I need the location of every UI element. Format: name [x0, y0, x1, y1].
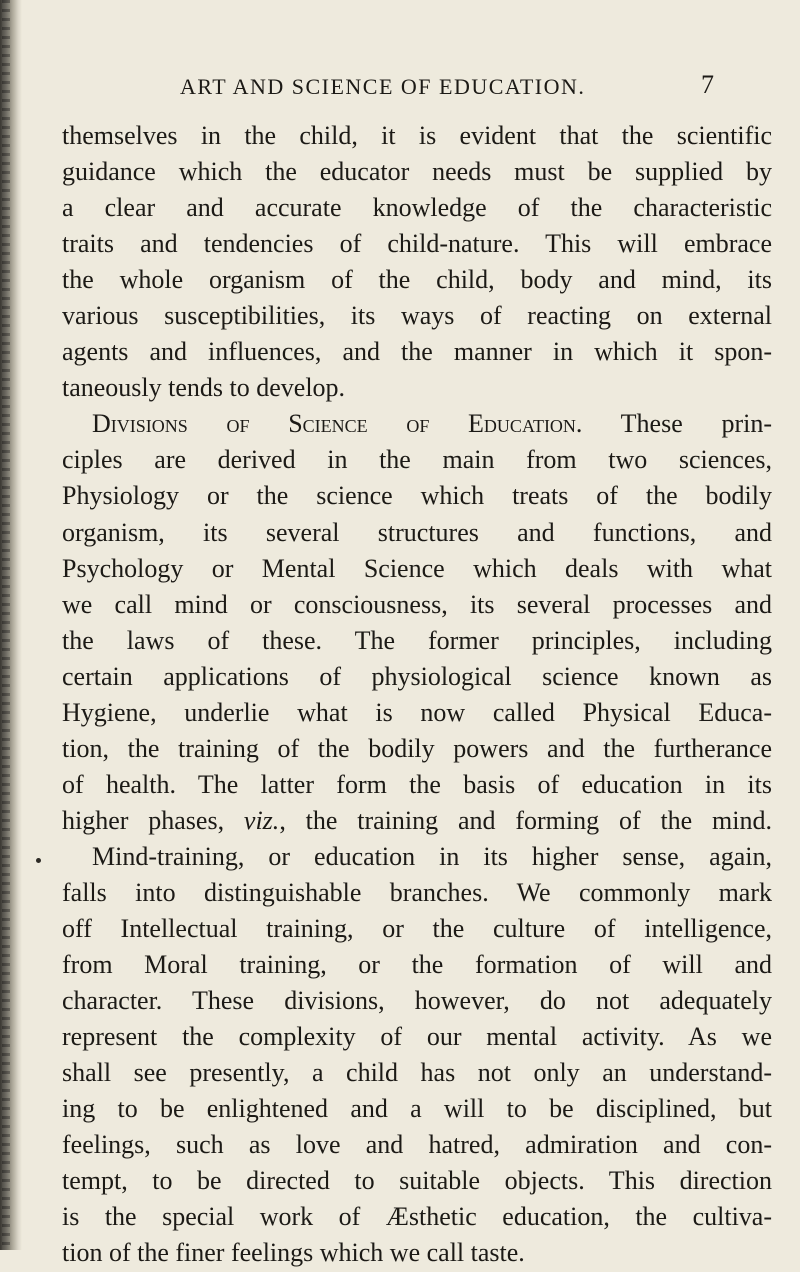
text-line: falls into distinguishable branches. We commonly mark: [62, 877, 772, 907]
section-heading: Divisions of Science of Education.: [92, 409, 583, 439]
text-line: represent the complexity of our mental activity. As we: [62, 1022, 772, 1052]
text-line: we call mind or consciousness, its several processes and: [62, 589, 772, 619]
section-heading-line: [62, 406, 772, 442]
text-line: feelings, such as love and hatred, admiration and con-: [62, 1130, 772, 1160]
text-line: Physiology or the science which treats of the bodily: [62, 481, 772, 511]
body-text: [62, 118, 772, 1272]
text-span: These prin-: [582, 409, 772, 439]
text-line: a clear and accurate knowledge of the characteristic: [62, 193, 772, 223]
text-line: certain applications of physiological science known as: [62, 661, 772, 691]
text-line: guidance which the educator needs must be supplied by: [62, 157, 772, 187]
text-line: themselves in the child, it is evident that the scientific: [62, 121, 772, 150]
text-line: the whole organism of the child, body and mind, its: [62, 265, 772, 295]
text-line: ing to be enlightened and a will to be disciplined, but: [62, 1094, 772, 1124]
text-line: [62, 803, 772, 839]
text-line: ciples are derived in the main from two sciences,: [62, 445, 772, 475]
text-line: various susceptibilities, its ways of reacting on external: [62, 301, 772, 331]
text-line: is the special work of Æsthetic education, the cultiva-: [62, 1202, 772, 1232]
text-span: , the training and forming of the mind.: [279, 805, 772, 835]
page-number: 7: [701, 70, 714, 99]
text-line: of health. The latter form the basis of education in its: [62, 769, 772, 799]
text-line: Mind-training, or education in its higher sense, again,: [92, 841, 772, 871]
text-line: Hygiene, underlie what is now called Physical Educa-: [62, 697, 772, 727]
text-line: agents and influences, and the manner in which it spon-: [62, 337, 772, 367]
text-span: higher phases,: [62, 805, 244, 835]
text-line: tion of the finer feelings which we call taste.: [62, 1238, 525, 1268]
text-line: traits and tendencies of child-nature. This will embrace: [62, 229, 772, 259]
text-line: Psychology or Mental Science which deals with what: [62, 553, 772, 583]
running-header: ART AND SCIENCE OF EDUCATION.: [180, 74, 586, 99]
text-line: organism, its several structures and functions, and: [62, 517, 772, 547]
italic-abbreviation: viz.: [243, 805, 280, 835]
text-line: the laws of these. The former principles, including: [62, 625, 772, 655]
text-line: shall see presently, a child has not only an understand-: [62, 1058, 772, 1088]
text-line: from Moral training, or the formation of will and: [62, 950, 772, 980]
text-line: taneously tends to develop.: [62, 373, 346, 403]
text-line: character. These divisions, however, do not adequately: [62, 986, 772, 1016]
binding-stitching: [2, 0, 10, 1250]
text-line: tempt, to be directed to suitable objects. This direction: [62, 1166, 772, 1196]
ink-speck: [36, 858, 41, 863]
text-line: tion, the training of the bodily powers and the furtherance: [62, 733, 772, 763]
text-line: off Intellectual training, or the culture of intelligence,: [62, 914, 772, 944]
